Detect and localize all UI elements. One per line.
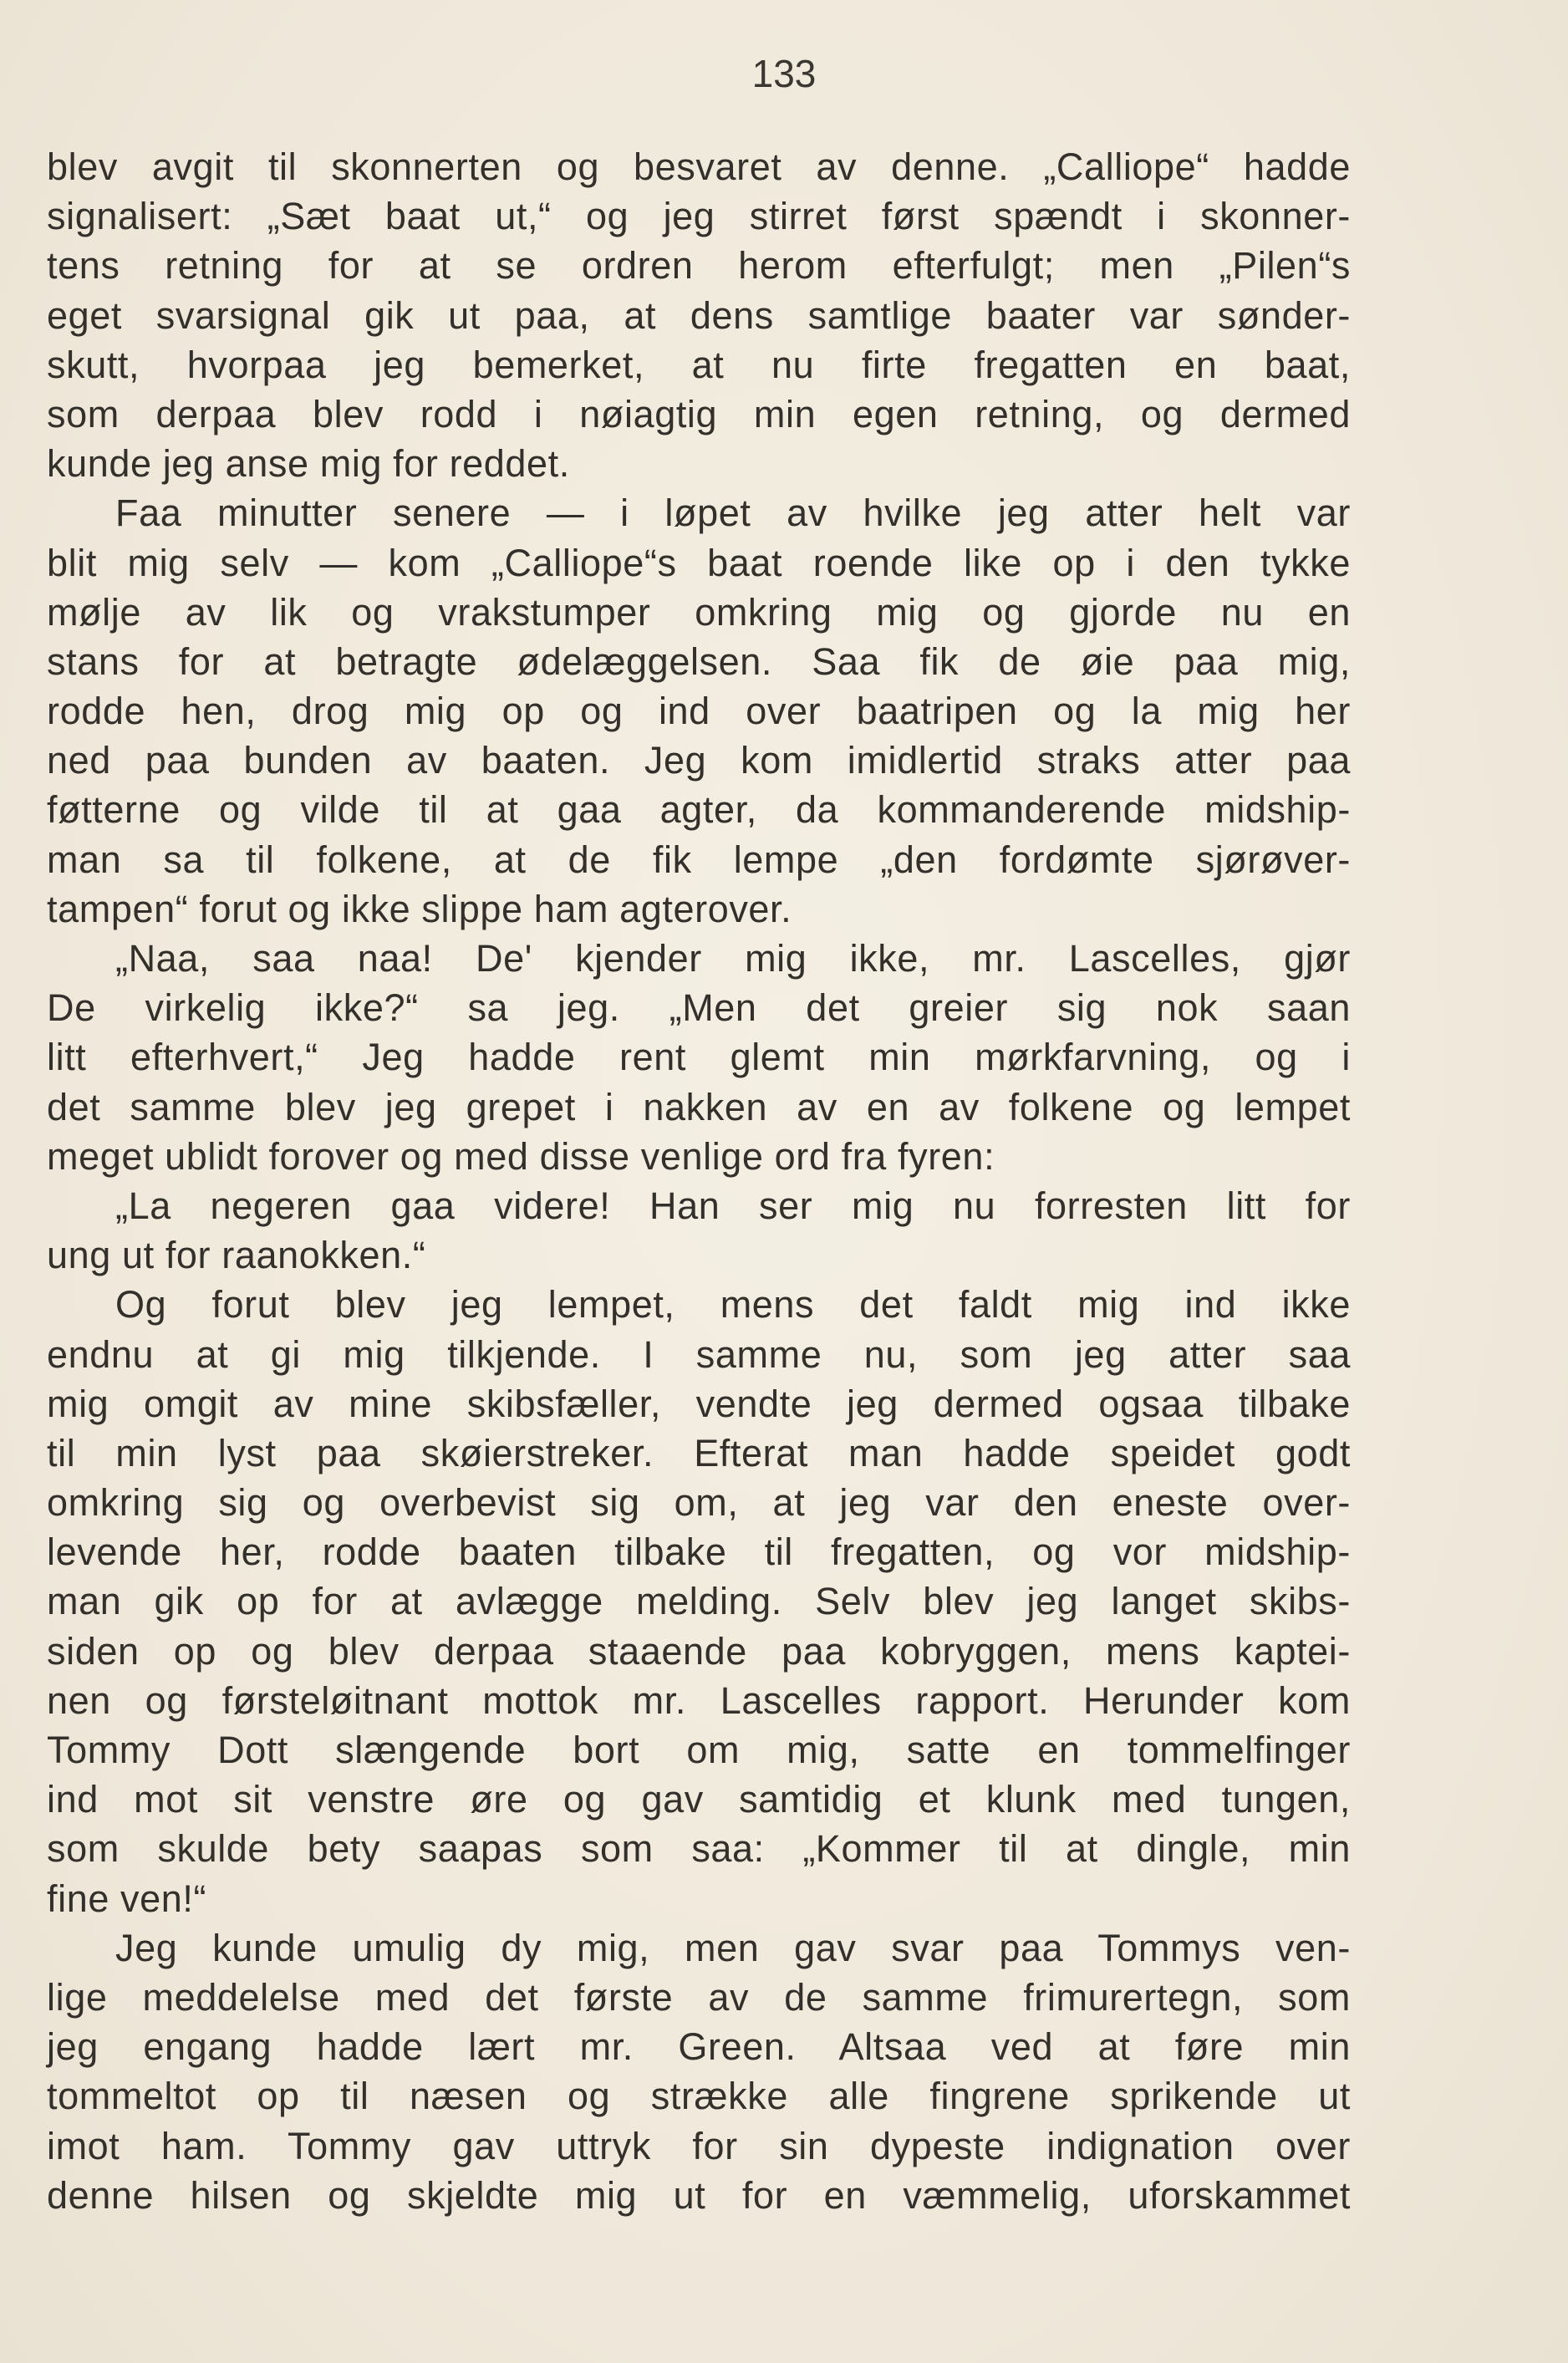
text-line: signalisert: „Sæt baat ut,“ og jeg stirret først spændt i skonner- [47, 195, 1351, 238]
text-line: stans for at betragte ødelæggelsen. Saa fik de øie paa mig, [47, 639, 1351, 683]
text-line: Jeg kunde umulig dy mig, men gav svar paa Tommys ven- [115, 1926, 1351, 1969]
text-line: man gik op for at avlægge melding. Selv blev jeg langet skibs- [47, 1580, 1351, 1623]
text-line: nen og førsteløitnant mottok mr. Lascelles rapport. Herunder kom [47, 1678, 1351, 1722]
text-line: til min lyst paa skøierstreker. Efterat man hadde speidet godt [47, 1431, 1351, 1474]
text-line: rodde hen, drog mig op og ind over baatripen og la mig her [47, 690, 1351, 733]
text-line: „Naa, saa naa! De' kjender mig ikke, mr. Lascelles, gjør [115, 937, 1351, 980]
text-line: blit mig selv — kom „Calliope“s baat roende like op i den tykke [47, 541, 1351, 584]
text-line: tommeltot op til næsen og strække alle fingrene sprikende ut [47, 2075, 1351, 2118]
text-line: kunde jeg anse mig for reddet. [47, 442, 570, 486]
text-line: skutt, hvorpaa jeg bemerket, at nu firte fregatten en baat, [47, 343, 1351, 386]
text-line: levende her, rodde baaten tilbake til fregatten, og vor midship- [47, 1530, 1351, 1574]
text-line: lige meddelelse med det første av de samme frimurertegn, som [47, 1975, 1351, 2019]
text-line: siden op og blev derpaa staaende paa kobryggen, mens kaptei- [47, 1629, 1351, 1673]
text-line: omkring sig og overbevist sig om, at jeg var den eneste over- [47, 1481, 1351, 1525]
text-line: Faa minutter senere — i løpet av hvilke jeg atter helt var [115, 491, 1351, 535]
text-line: blev avgit til skonnerten og besvaret av denne. „Calliope“ hadde [47, 145, 1351, 188]
text-line: eget svarsignal gik ut paa, at dens samtlige baater var sønder- [47, 293, 1351, 337]
text-line: ned paa bunden av baaten. Jeg kom imidlertid straks atter paa [47, 739, 1351, 782]
text-line: denne hilsen og skjeldte mig ut for en væmmelig, uforskammet [47, 2173, 1351, 2217]
text-line: som derpaa blev rodd i nøiagtig min egen retning, og dermed [47, 392, 1351, 435]
text-line: fine ven!“ [47, 1877, 207, 1920]
text-line: litt efterhvert,“ Jeg hadde rent glemt min mørkfarvning, og i [47, 1036, 1351, 1079]
text-line: Og forut blev jeg lempet, mens det faldt mig ind ikke [115, 1283, 1351, 1327]
page-number: 133 [751, 52, 817, 95]
text-line: det samme blev jeg grepet i nakken av en av folkene og lempet [47, 1085, 1351, 1128]
text-line: som skulde bety saapas som saa: „Kommer til at dingle, min [47, 1827, 1351, 1871]
text-line: meget ublidt forover og med disse venlige ord fra fyren: [47, 1134, 995, 1178]
text-line: endnu at gi mig tilkjende. I samme nu, som jeg atter saa [47, 1332, 1351, 1376]
text-line: tampen“ forut og ikke slippe ham agterover. [47, 887, 792, 930]
body-text [47, 142, 1351, 2220]
text-line: Tommy Dott slængende bort om mig, satte en tommelfinger [47, 1729, 1351, 1771]
text-line: man sa til folkene, at de fik lempe „den fordømte sjørøver- [47, 838, 1351, 881]
text-line: tens retning for at se ordren herom efterfulgt; men „Pilen“s [47, 244, 1351, 288]
text-line: mølje av lik og vrakstumper omkring mig og gjorde nu en [47, 590, 1351, 634]
text-line: De virkelig ikke?“ sa jeg. „Men det greier sig nok saan [47, 986, 1351, 1030]
text-line: imot ham. Tommy gav uttryk for sin dypeste indignation over [47, 2124, 1351, 2167]
text-line: jeg engang hadde lært mr. Green. Altsaa ved at føre min [47, 2025, 1351, 2069]
text-line: „La negeren gaa videre! Han ser mig nu forresten litt for [115, 1184, 1351, 1227]
text-line: ind mot sit venstre øre og gav samtidig et klunk med tungen, [47, 1778, 1351, 1821]
text-line: ung ut for raanokken.“ [47, 1234, 426, 1277]
text-line: mig omgit av mine skibsfæller, vendte jeg dermed ogsaa tilbake [47, 1382, 1351, 1425]
text-line: føtterne og vilde til at gaa agter, da kommanderende midship- [47, 788, 1351, 832]
